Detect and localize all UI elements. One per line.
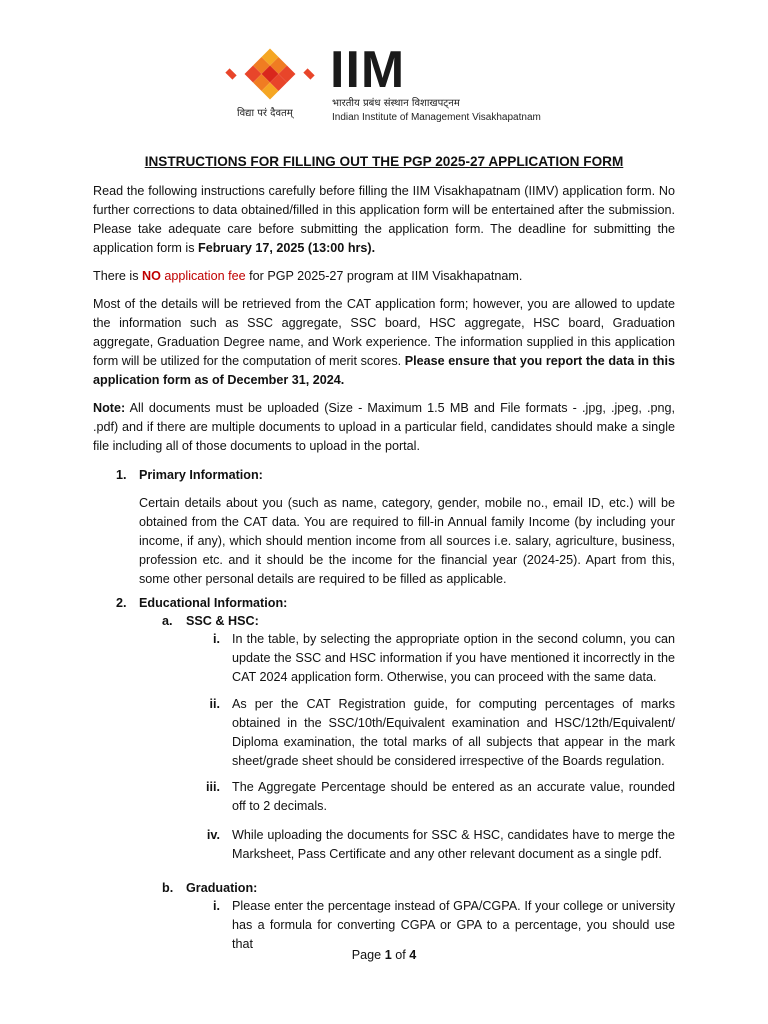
details-paragraph [93, 295, 675, 390]
section-2-heading: Educational Information: [139, 596, 288, 610]
note-text: All documents must be uploaded (Size - Maximum 1.5 MB and File formats - .jpg, .jpeg, .png, .pdf) and if there are multiple documents to upload in a particular field, candidates should make a single file including all of those documents to upload in the portal. [93, 401, 675, 453]
ssc-item-1-text: In the table, by selecting the appropriate option in the second column, you can update the SSC and HSC information if you have mentioned it incorrectly in the CAT 2024 application form. Otherwise, you can proceed with the same data. [232, 632, 675, 684]
fee-after: for PGP 2025-27 program at IIM Visakhapatnam. [245, 269, 523, 283]
intro-paragraph [93, 182, 675, 258]
section-1-number: 1. [116, 468, 127, 482]
grad-item-1-number: i. [213, 899, 220, 913]
ssc-item-3-text: The Aggregate Percentage should be entered as an accurate value, rounded off to 2 decimals. [232, 780, 675, 813]
note-paragraph [93, 399, 675, 456]
logo-tagline: विद्या परं दैवतम् [237, 108, 293, 119]
footer-total-pages: 4 [409, 948, 417, 962]
footer-page-word: Page [351, 948, 382, 962]
ssc-item-2-number: ii. [209, 697, 220, 711]
institute-header [224, 41, 564, 128]
section-1-heading: Primary Information: [139, 468, 263, 482]
institute-short-name: IIM [330, 41, 406, 99]
page-footer [0, 946, 768, 965]
fee-paragraph [93, 267, 675, 286]
fee-no: NO [142, 269, 161, 283]
institute-english-name: Indian Institute of Management Visakhapatnam [332, 112, 541, 123]
document-title: INSTRUCTIONS FOR FILLING OUT THE PGP 2025-27 APPLICATION FORM [144, 154, 624, 169]
footer-current-page: 1 [384, 948, 392, 962]
ssc-item-1-number: i. [213, 632, 220, 646]
iim-logo-icon [224, 44, 316, 104]
ssc-item-4-text: While uploading the documents for SSC & HSC, candidates have to merge the Marksheet, Pass Certificate and any other relevant document as a single pdf. [232, 828, 675, 861]
fee-before: There is [93, 269, 142, 283]
section-1-text: Certain details about you (such as name, category, gender, mobile no., email ID, etc.) will be obtained from the CAT data. You are required to fill-in Annual family Income (by including your income, if any), which should mention income from all sources i.e. salary, agriculture, business, profession etc. and it should be the income for the financial year (2024-25). Apart from this, some other personal details are required to be filled as applicable. [139, 496, 675, 586]
institute-hindi-name: भारतीय प्रबंध संस्थान विशाखपट्नम [332, 98, 460, 109]
deadline-text: February 17, 2025 (13:00 hrs). [198, 241, 376, 255]
fee-text: application fee [160, 269, 246, 283]
subsection-b-letter: b. [162, 881, 174, 895]
details-text: Most of the details will be retrieved from the CAT application form; however, you are allowed to update the information such as SSC aggregate, SSC board, HSC aggregate, HSC board, Graduation aggregate, Graduation Degree name, and Work experience. The information supplied in this application form will be utilized for the computation of merit scores. [93, 297, 675, 368]
subsection-a-letter: a. [162, 614, 173, 628]
details-bold: Please ensure that you report the data in this application form as of December 31, 2024. [93, 354, 675, 387]
ssc-item-2-text: As per the CAT Registration guide, for computing percentages of marks obtained in the SSC/10th/Equivalent examination and HSC/12th/Equivalent/ Diploma examination, the total marks of all subjects that appear in the mark sheet/grade sheet should be considered irrespective of the Boards regulation. [232, 697, 675, 768]
intro-text: Read the following instructions carefully before filling the IIM Visakhapatnam (IIMV) application form. No further corrections to data obtained/filled in this application form will be entertained after the submission. Please take adequate care before submitting the application form. The deadline for submitting the application form is [93, 184, 675, 255]
footer-of-word: of [395, 948, 406, 962]
subsection-b-heading: Graduation: [186, 881, 258, 895]
subsection-a-heading: SSC & HSC: [186, 614, 259, 628]
grad-item-1-text: Please enter the percentage instead of GPA/CGPA. If your college or university has a formula for converting CGPA or GPA to a percentage, you should use that [232, 899, 675, 951]
note-label: Note: [93, 401, 126, 415]
section-2-number: 2. [116, 596, 127, 610]
ssc-item-3-number: iii. [206, 780, 220, 794]
ssc-item-4-number: iv. [206, 828, 220, 842]
